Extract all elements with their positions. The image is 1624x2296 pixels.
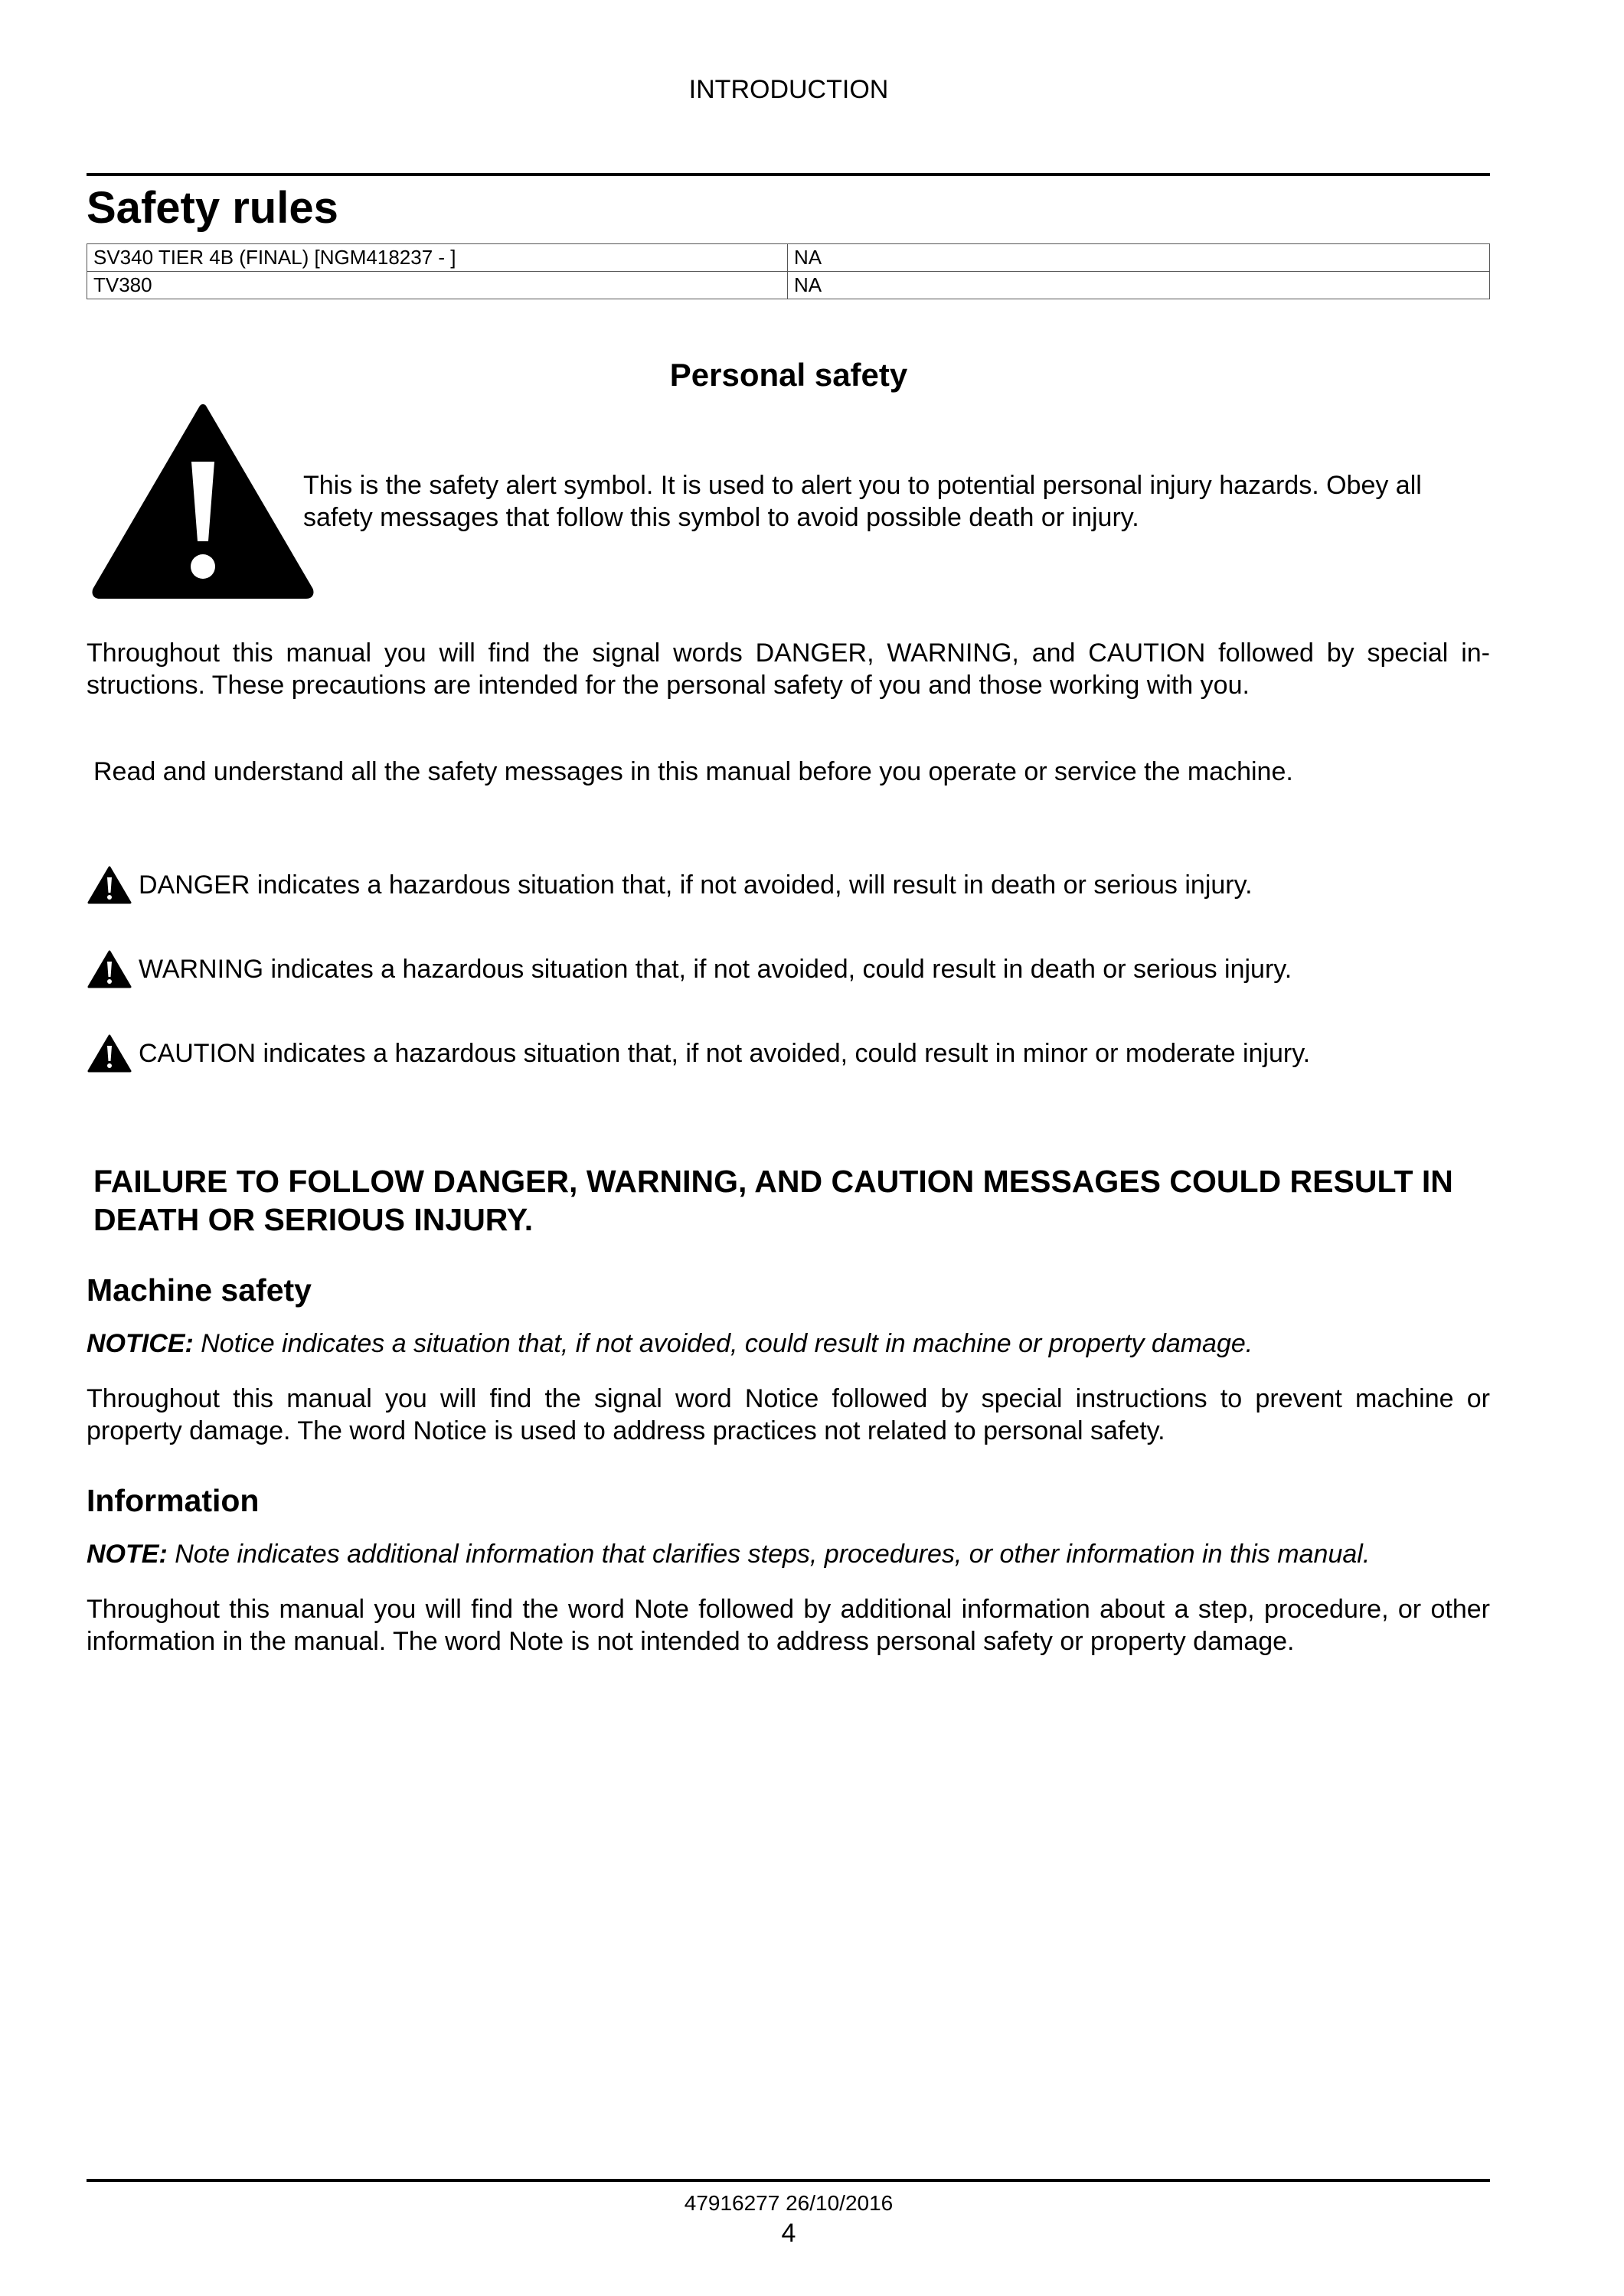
read-understand-paragraph: Read and understand all the safety messages in this manual before you operate or service the machine.	[93, 757, 1293, 786]
value-cell: NA	[788, 244, 1490, 272]
note-label: NOTE:	[87, 1540, 168, 1569]
machine-safety-paragraph: Throughout this manual you will find the signal word Notice followed by special instructions to prevent machine or property damage. The word Notice is used to address practices not related to personal safety.	[87, 1384, 1490, 1445]
document-code: 47916277 26/10/2016	[684, 2191, 894, 2215]
notice-label: NOTICE:	[87, 1329, 194, 1358]
caution-text: CAUTION indicates a hazardous situation that, if not avoided, could result in minor or moderate injury.	[139, 1039, 1311, 1068]
safety-alert-description: This is the safety alert symbol. It is used to alert you to potential personal injury hazards. Obey all safety messages that follow this symbol to avoid possible death or injury.	[303, 471, 1422, 532]
warning-text: WARNING indicates a hazardous situation that, if not avoided, could result in death or serious injury.	[139, 955, 1292, 984]
failure-statement: FAILURE TO FOLLOW DANGER, WARNING, AND CAUTION MESSAGES COULD RESULT IN DEATH OR SERIOUS INJURY.	[93, 1164, 1453, 1237]
model-table	[87, 243, 1490, 299]
notice-text: Notice indicates a situation that, if not avoided, could result in machine or property damage.	[201, 1329, 1253, 1358]
caution-statement	[87, 1034, 1310, 1073]
notice-statement	[87, 1328, 1490, 1360]
warning-statement	[87, 949, 1292, 989]
personal-safety-heading: Personal safety	[669, 357, 908, 393]
warning-triangle-icon	[87, 949, 132, 989]
information-heading: Information	[87, 1483, 260, 1518]
table-row	[87, 272, 1490, 299]
information-paragraph: Throughout this manual you will find the word Note followed by additional information about a step, procedure, or other information in the manual. The word Note is not intended to address personal safety or property damage.	[87, 1595, 1490, 1656]
warning-triangle-icon	[87, 865, 132, 905]
table-row	[87, 244, 1490, 272]
danger-statement	[87, 865, 1253, 905]
safety-alert-icon	[92, 402, 314, 599]
page-title: Safety rules	[87, 183, 338, 233]
model-cell: SV340 TIER 4B (FINAL) [NGM418237 - ]	[87, 244, 788, 272]
warning-triangle-icon	[87, 1034, 132, 1073]
page-number: 4	[781, 2219, 796, 2248]
footer-rule	[87, 2179, 1490, 2182]
note-text: Note indicates additional information that clarifies steps, procedures, or other information in this manual.	[175, 1540, 1371, 1569]
machine-safety-heading: Machine safety	[87, 1272, 312, 1308]
value-cell: NA	[788, 272, 1490, 299]
running-header: INTRODUCTION	[688, 75, 889, 104]
signal-words-paragraph: Throughout this manual you will find the signal words DANGER, WARNING, and CAUTION followed by special instructions. These precautions are intended for the personal safety of you and those working with you.	[87, 639, 1490, 700]
header-rule	[87, 173, 1490, 176]
danger-text: DANGER indicates a hazardous situation that, if not avoided, will result in death or serious injury.	[139, 870, 1253, 900]
note-statement	[87, 1538, 1490, 1570]
model-cell: TV380	[87, 272, 788, 299]
